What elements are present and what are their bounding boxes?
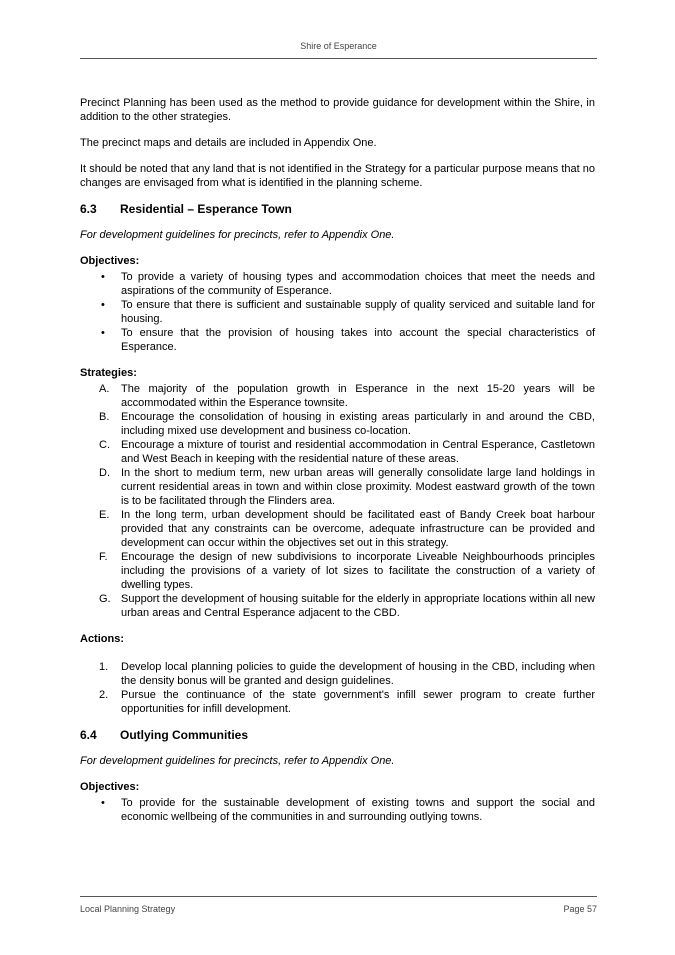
bullet-icon: •	[101, 327, 105, 339]
section-title: Outlying Communities	[120, 728, 249, 742]
precinct-note: For development guidelines for precincts, refer to Appendix One.	[80, 755, 395, 767]
strategies-heading: Strategies:	[80, 367, 137, 379]
action-text: Develop local planning policies to guide the development of housing in the CBD, including when the density bonus will be granted and design guidelines.	[121, 661, 595, 687]
objectives-list	[80, 796, 595, 824]
objectives-heading: Objectives:	[80, 255, 140, 267]
list-item	[80, 466, 595, 508]
list-item	[80, 326, 595, 354]
bullet-icon: •	[101, 271, 105, 283]
strategy-text: Encourage the design of new subdivisions to incorporate Liveable Neighbourhoods principles including the provisions of a variety of lot sizes to facilitate the construction of a variety of dwelling types.	[121, 551, 595, 591]
strategy-text: Support the development of housing suitable for the elderly in appropriate locations within all new urban areas and Central Esperance adjacent to the CBD.	[121, 593, 595, 619]
list-item	[80, 508, 595, 550]
strategy-text: In the short to medium term, new urban areas will generally consolidate large land holdings in current residential areas in town and within close proximity. Modest eastward growth of the town is to be facilitated through the Flinders area.	[121, 467, 595, 507]
list-item	[80, 550, 595, 592]
actions-list	[80, 660, 595, 716]
objectives-list	[80, 270, 595, 354]
strategy-text: Encourage a mixture of tourist and residential accommodation in Central Esperance, Castletown and West Beach in keeping with the residential nature of these areas.	[121, 439, 595, 465]
strategy-text: The majority of the population growth in Esperance in the next 15-20 years will be accommodated within the Esperance townsite.	[121, 383, 595, 409]
objective-text: To provide a variety of housing types and accommodation choices that meet the needs and aspirations of the community of Esperance.	[121, 271, 595, 297]
bullet-icon: •	[101, 299, 105, 311]
list-marker: C.	[99, 439, 110, 451]
action-text: Pursue the continuance of the state government's infill sewer program to create further opportunities for infill development.	[121, 689, 595, 715]
bullet-icon: •	[101, 797, 105, 809]
section-title: Residential – Esperance Town	[120, 202, 292, 216]
list-item	[80, 382, 595, 410]
section-number: 6.3	[80, 202, 97, 216]
list-marker: B.	[99, 411, 110, 423]
header-rule	[80, 58, 597, 59]
list-marker: G.	[99, 593, 111, 605]
intro-paragraph: The precinct maps and details are included in Appendix One.	[80, 137, 377, 149]
list-item	[80, 438, 595, 466]
section-number: 6.4	[80, 728, 97, 742]
section-heading-6-4	[80, 728, 595, 742]
objective-text: To ensure that the provision of housing takes into account the special characteristics of Esperance.	[121, 327, 595, 353]
list-item	[80, 688, 595, 716]
page-body	[80, 96, 595, 836]
intro-paragraph: It should be noted that any land that is not identified in the Strategy for a particular purpose means that no changes are envisaged from what is identified in the planning scheme.	[80, 163, 595, 189]
list-item	[80, 298, 595, 326]
page-number: Page 57	[563, 904, 597, 914]
list-item	[80, 410, 595, 438]
list-marker: D.	[99, 467, 110, 479]
intro-paragraph: Precinct Planning has been used as the method to provide guidance for development within the Shire, in addition to the other strategies.	[80, 97, 595, 123]
strategy-text: In the long term, urban development should be facilitated east of Bandy Creek boat harbour provided that any constraints can be overcome, adequate infrastructure can be provided and development can occur within the objectives set out in this strategy.	[121, 509, 595, 549]
list-marker: A.	[99, 383, 110, 395]
objectives-heading: Objectives:	[80, 781, 140, 793]
list-item	[80, 592, 595, 620]
section-heading-6-3	[80, 202, 595, 216]
list-marker: 1.	[99, 661, 109, 673]
list-item	[80, 796, 595, 824]
strategies-list	[80, 382, 595, 620]
list-marker: E.	[99, 509, 110, 521]
list-marker: F.	[99, 551, 108, 563]
objective-text: To provide for the sustainable development of existing towns and support the social and economic wellbeing of the communities in and surrounding outlying towns.	[121, 797, 595, 823]
precinct-note: For development guidelines for precincts, refer to Appendix One.	[80, 229, 395, 241]
list-item	[80, 270, 595, 298]
strategy-text: Encourage the consolidation of housing in existing areas particularly in and around the CBD, including mixed use development and business co-location.	[121, 411, 595, 437]
footer-document-title: Local Planning Strategy	[80, 904, 176, 914]
objective-text: To ensure that there is sufficient and sustainable supply of quality serviced and suitable land for housing.	[121, 299, 595, 325]
actions-heading: Actions:	[80, 633, 124, 645]
page-header: Shire of Esperance	[300, 41, 377, 51]
list-item	[80, 660, 595, 688]
footer-rule	[80, 896, 597, 897]
list-marker: 2.	[99, 689, 109, 701]
